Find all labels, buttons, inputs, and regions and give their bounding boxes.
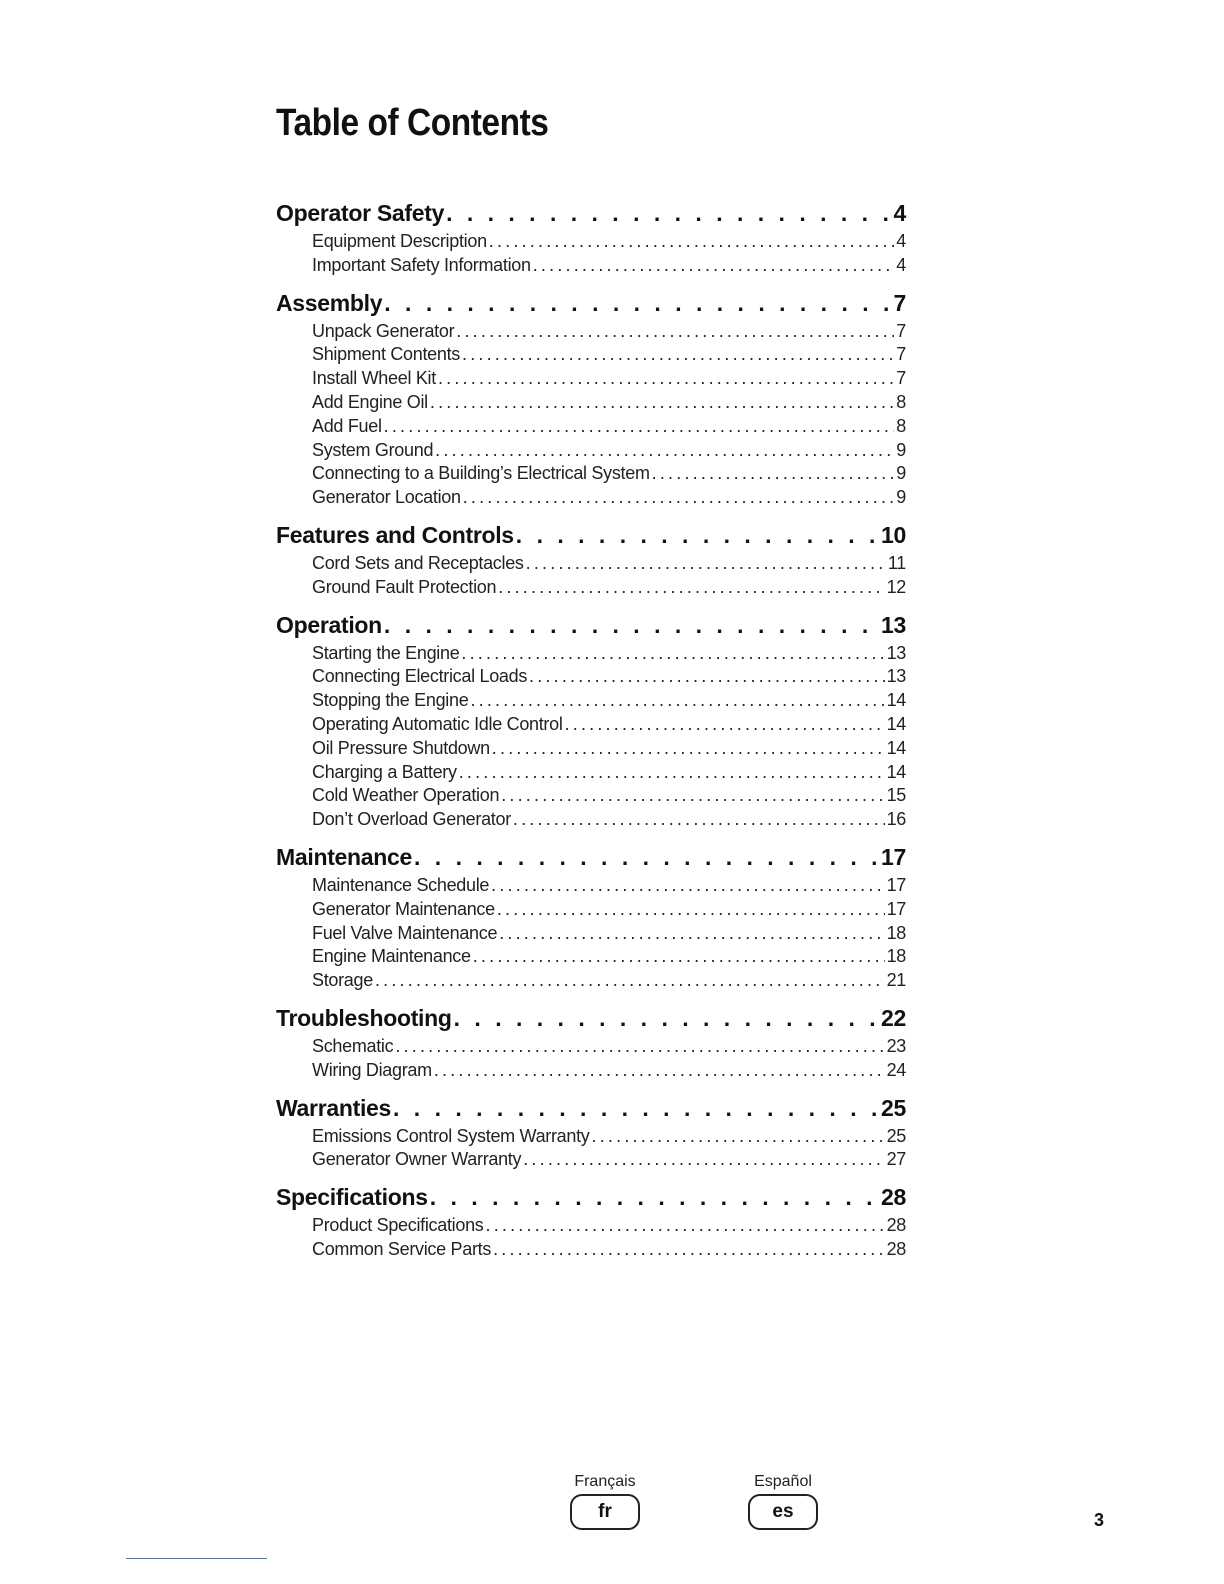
toc-page-number: 17	[886, 898, 906, 919]
toc-section-heading[interactable]	[276, 841, 906, 874]
toc-leader-dots	[526, 552, 886, 576]
toc-entry[interactable]	[276, 737, 906, 761]
toc-entry[interactable]	[276, 922, 906, 946]
toc-entry-title: Fuel Valve Maintenance	[312, 922, 498, 943]
page-title: Table of Contents	[276, 102, 549, 144]
toc-entry-title: Storage	[312, 970, 373, 991]
toc-entry[interactable]	[276, 945, 906, 969]
toc-section-title: Features and Controls	[276, 521, 514, 548]
language-name: Français	[574, 1473, 636, 1490]
toc-leader-dots	[463, 486, 895, 510]
toc-leader-dots	[486, 1214, 885, 1238]
toc-page-number: 13	[881, 611, 906, 638]
toc-entry[interactable]	[276, 1148, 906, 1172]
toc-entry[interactable]	[276, 439, 906, 463]
toc-leader-dots	[473, 945, 885, 969]
toc-page-number: 7	[893, 289, 906, 316]
toc-page-number: 8	[896, 391, 906, 412]
toc-page-number: 23	[886, 1035, 906, 1056]
toc-page-number: 7	[896, 368, 906, 389]
toc-entry[interactable]	[276, 1035, 906, 1059]
toc-entry-title: Install Wheel Kit	[312, 368, 436, 389]
toc-entry[interactable]	[276, 1125, 906, 1149]
toc-leader-dots	[497, 898, 885, 922]
toc-section-heading[interactable]	[276, 197, 906, 230]
toc-section	[276, 841, 906, 993]
toc-section-heading[interactable]	[276, 609, 906, 642]
toc-entry[interactable]	[276, 230, 906, 254]
toc-entry[interactable]	[276, 391, 906, 415]
toc-section	[276, 287, 906, 510]
toc-section-title: Operator Safety	[276, 200, 445, 226]
toc-leader-dots	[592, 1125, 885, 1149]
toc-entry-title: Unpack Generator	[312, 320, 455, 341]
toc-leader-dots	[430, 1181, 879, 1214]
toc-page-number: 28	[881, 1184, 906, 1211]
toc-entry[interactable]	[276, 784, 906, 808]
toc-page-number: 4	[896, 231, 906, 251]
toc-entry-title: Ground Fault Protection	[312, 576, 497, 597]
toc-section-title: Assembly	[276, 289, 383, 316]
toc-section	[276, 197, 906, 278]
toc-section-heading[interactable]	[276, 1181, 906, 1214]
toc-page-number: 14	[886, 713, 906, 734]
toc-leader-dots	[501, 784, 884, 808]
toc-page-number: 28	[886, 1215, 906, 1236]
toc-entry-title: Add Fuel	[312, 415, 382, 436]
toc-entry-title: Don’t Overload Generator	[312, 809, 511, 830]
toc-entry-title: Oil Pressure Shutdown	[312, 737, 490, 758]
language-name: Español	[754, 1473, 812, 1490]
toc-leader-dots	[499, 922, 884, 946]
toc-leader-dots	[459, 761, 885, 785]
toc-section	[276, 1181, 906, 1262]
toc-page-number: 24	[886, 1059, 906, 1080]
toc-section	[276, 519, 906, 600]
toc-leader-dots	[513, 808, 885, 832]
toc-page-number: 27	[886, 1149, 906, 1170]
toc-section	[276, 609, 906, 832]
toc-page-number: 14	[886, 761, 906, 782]
toc-leader-dots	[384, 287, 891, 320]
toc-entry[interactable]	[276, 689, 906, 713]
toc-entry[interactable]	[276, 642, 906, 666]
toc-leader-dots	[414, 841, 879, 874]
toc-leader-dots	[395, 1035, 884, 1059]
toc-page-number: 13	[886, 666, 906, 687]
toc-page-number: 14	[886, 737, 906, 758]
toc-entry-title: Maintenance Schedule	[312, 874, 490, 895]
toc-page-number: 12	[886, 576, 906, 597]
toc-page-number: 15	[886, 785, 906, 806]
toc-page-number: 16	[886, 809, 906, 830]
toc-page-number: 18	[886, 946, 906, 967]
toc-leader-dots	[393, 1092, 879, 1125]
toc-entry-title: Generator Maintenance	[312, 898, 495, 919]
toc-page-number: 21	[886, 970, 906, 991]
toc-leader-dots	[489, 230, 894, 254]
toc-leader-dots	[652, 462, 895, 486]
toc-entry[interactable]	[276, 1238, 906, 1262]
toc-entry[interactable]	[276, 898, 906, 922]
toc-entry-title: Cord Sets and Receptacles	[312, 552, 524, 573]
toc-entry-title: Connecting to a Building’s Electrical System	[312, 463, 650, 484]
toc-entry[interactable]	[276, 1214, 906, 1238]
toc-section-heading[interactable]	[276, 1002, 906, 1035]
toc-section-title: Specifications	[276, 1184, 428, 1211]
toc-entry-title: Stopping the Engine	[312, 690, 469, 711]
toc-leader-dots	[438, 367, 894, 391]
table-of-contents	[276, 197, 906, 1271]
toc-entry[interactable]	[276, 254, 906, 278]
toc-entry[interactable]	[276, 552, 906, 576]
toc-leader-dots	[384, 609, 879, 642]
toc-leader-dots	[384, 415, 895, 439]
toc-page-number: 25	[881, 1094, 906, 1121]
toc-entry[interactable]	[276, 576, 906, 600]
toc-leader-dots	[456, 320, 894, 344]
toc-entry-title: Equipment Description	[312, 231, 487, 251]
toc-page-number: 8	[896, 415, 906, 436]
toc-entry-title: Charging a Battery	[312, 761, 457, 782]
toc-leader-dots	[493, 1238, 885, 1262]
toc-entry[interactable]	[276, 462, 906, 486]
toc-leader-dots	[446, 197, 891, 230]
language-badge: es	[748, 1494, 818, 1530]
toc-entry-title: Generator Location	[312, 487, 461, 508]
toc-page-number: 17	[881, 843, 906, 870]
toc-entry[interactable]	[276, 320, 906, 344]
language-link-french[interactable]	[560, 1472, 650, 1530]
toc-entry-title: Common Service Parts	[312, 1238, 492, 1259]
toc-page-number: 9	[896, 463, 906, 484]
toc-entry[interactable]	[276, 761, 906, 785]
toc-entry-title: Schematic	[312, 1035, 394, 1056]
toc-page-number: 4	[893, 200, 906, 226]
toc-page-number: 17	[886, 874, 906, 895]
toc-leader-dots	[492, 737, 885, 761]
toc-entry-title: Generator Owner Warranty	[312, 1149, 522, 1170]
toc-leader-dots	[470, 689, 884, 713]
footer-divider	[126, 1558, 267, 1559]
toc-page-number: 18	[886, 922, 906, 943]
toc-leader-dots	[491, 874, 884, 898]
toc-entry[interactable]	[276, 969, 906, 993]
toc-leader-dots	[533, 254, 895, 278]
toc-leader-dots	[375, 969, 885, 993]
toc-leader-dots	[516, 519, 879, 552]
toc-page-number: 22	[881, 1004, 906, 1031]
toc-section	[276, 1002, 906, 1083]
toc-entry[interactable]	[276, 874, 906, 898]
toc-entry[interactable]	[276, 808, 906, 832]
toc-section-title: Warranties	[276, 1094, 392, 1121]
toc-entry[interactable]	[276, 713, 906, 737]
toc-entry-title: Product Specifications	[312, 1215, 484, 1236]
toc-section-title: Maintenance	[276, 843, 413, 870]
toc-entry-title: Wiring Diagram	[312, 1059, 432, 1080]
toc-entry[interactable]	[276, 1059, 906, 1083]
toc-entry-title: Shipment Contents	[312, 344, 460, 365]
toc-leader-dots	[435, 439, 894, 463]
toc-page-number: 25	[886, 1125, 906, 1146]
toc-section-heading[interactable]	[276, 519, 906, 552]
toc-leader-dots	[454, 1002, 879, 1035]
toc-section	[276, 1092, 906, 1173]
toc-leader-dots	[498, 576, 884, 600]
toc-section-title: Troubleshooting	[276, 1004, 452, 1031]
toc-leader-dots	[434, 1059, 885, 1083]
page-number: 3	[1094, 1510, 1105, 1530]
toc-entry-title: Emissions Control System Warranty	[312, 1125, 590, 1146]
toc-page-number: 4	[896, 254, 906, 275]
toc-entry-title: Operating Automatic Idle Control	[312, 713, 563, 734]
toc-entry-title: Add Engine Oil	[312, 391, 428, 412]
toc-page-number: 7	[896, 320, 906, 341]
toc-page-number: 14	[886, 690, 906, 711]
toc-entry[interactable]	[276, 415, 906, 439]
toc-page-number: 7	[896, 344, 906, 365]
toc-entry-title: Engine Maintenance	[312, 946, 471, 967]
toc-entry-title: Connecting Electrical Loads	[312, 666, 528, 687]
toc-leader-dots	[523, 1148, 884, 1172]
toc-page-number: 11	[887, 552, 906, 573]
toc-section-heading[interactable]	[276, 287, 906, 320]
toc-entry-title: Important Safety Information	[312, 254, 531, 275]
toc-entry[interactable]	[276, 665, 906, 689]
toc-page-number: 28	[886, 1238, 906, 1259]
toc-leader-dots	[529, 665, 885, 689]
toc-page-number: 10	[881, 521, 906, 548]
toc-entry[interactable]	[276, 343, 906, 367]
toc-entry[interactable]	[276, 486, 906, 510]
language-badge: fr	[570, 1494, 640, 1530]
language-link-spanish[interactable]	[738, 1472, 828, 1530]
toc-section-title: Operation	[276, 611, 382, 638]
toc-entry[interactable]	[276, 367, 906, 391]
toc-leader-dots	[461, 642, 884, 666]
toc-entry-title: Cold Weather Operation	[312, 785, 500, 806]
toc-page-number: 9	[896, 439, 906, 460]
toc-leader-dots	[462, 343, 894, 367]
toc-entry-title: Starting the Engine	[312, 642, 460, 663]
toc-entry-title: System Ground	[312, 439, 434, 460]
toc-page-number: 9	[896, 487, 906, 508]
toc-page-number: 13	[886, 642, 906, 663]
toc-section-heading[interactable]	[276, 1092, 906, 1125]
toc-leader-dots	[565, 713, 885, 737]
toc-leader-dots	[430, 391, 894, 415]
